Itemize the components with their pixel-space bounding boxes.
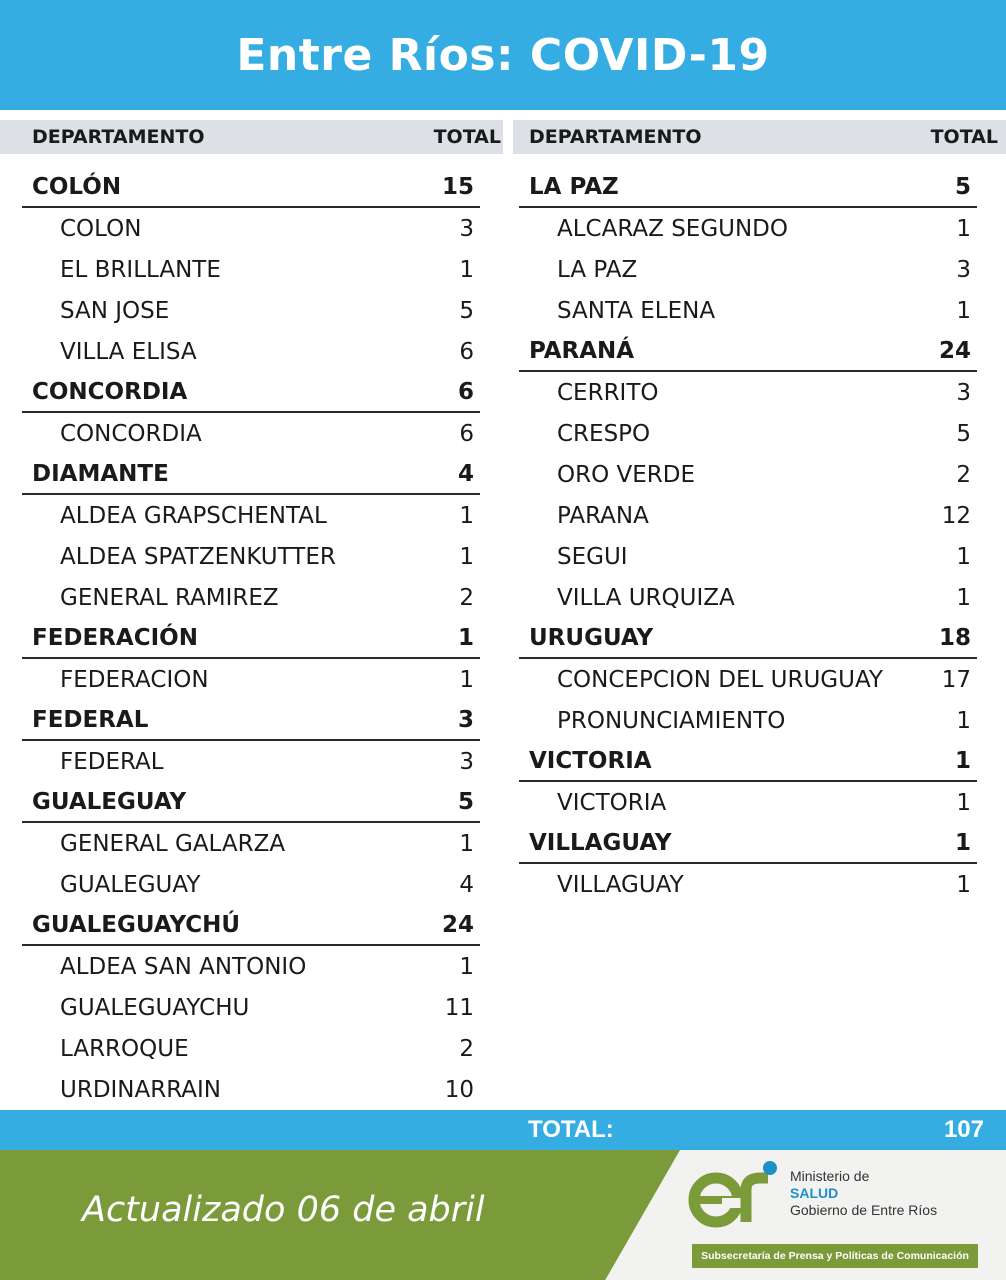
locality-row: [519, 372, 977, 413]
locality-name: VILLA ELISA: [60, 338, 197, 365]
locality-name: SEGUI: [557, 543, 628, 570]
department-total: 15: [441, 173, 474, 200]
department-row: [519, 167, 977, 208]
page-header: [0, 0, 1006, 110]
locality-count: 1: [956, 543, 971, 570]
left-column-list: [22, 167, 480, 1110]
locality-count: 4: [459, 871, 474, 898]
department-row: [22, 905, 480, 946]
locality-row: [519, 864, 977, 905]
locality-row: [22, 1069, 480, 1110]
footer: [0, 1150, 1006, 1280]
logo-subsecretaria-strip: Subsecretaría de Prensa y Políticas de Comunicación: [692, 1244, 978, 1268]
total-label: TOTAL:: [528, 1116, 614, 1143]
department-total: 3: [457, 706, 474, 733]
locality-count: 1: [956, 215, 971, 242]
locality-row: [22, 290, 480, 331]
department-total: 1: [457, 624, 474, 651]
locality-row: [519, 454, 977, 495]
locality-row: [22, 413, 480, 454]
locality-name: FEDERACION: [60, 666, 209, 693]
department-name: VILLAGUAY: [529, 829, 672, 856]
locality-count: 1: [956, 707, 971, 734]
locality-row: [22, 331, 480, 372]
locality-row: [519, 536, 977, 577]
locality-name: CONCEPCION DEL URUGUAY: [557, 666, 883, 693]
locality-row: [22, 823, 480, 864]
column-header-left: [0, 120, 503, 154]
locality-name: ALCARAZ SEGUNDO: [557, 215, 788, 242]
page-title: Entre Ríos: COVID-19: [236, 29, 770, 81]
locality-row: [22, 987, 480, 1028]
department-total: 1: [954, 829, 971, 856]
locality-count: 11: [444, 994, 474, 1021]
locality-name: ALDEA SPATZENKUTTER: [60, 543, 336, 570]
locality-count: 3: [956, 256, 971, 283]
locality-count: 2: [459, 584, 474, 611]
department-name: GUALEGUAY: [32, 788, 187, 815]
column-header-departamento: DEPARTAMENTO: [529, 126, 702, 148]
locality-row: [519, 290, 977, 331]
total-value: 107: [943, 1116, 984, 1143]
department-row: [22, 167, 480, 208]
locality-name: LA PAZ: [557, 256, 638, 283]
locality-count: 2: [459, 1035, 474, 1062]
department-total: 4: [457, 460, 474, 487]
department-total: 18: [938, 624, 971, 651]
locality-count: 1: [459, 543, 474, 570]
department-row: [22, 454, 480, 495]
locality-row: [519, 577, 977, 618]
department-name: DIAMANTE: [32, 460, 169, 487]
locality-name: ALDEA GRAPSCHENTAL: [60, 502, 327, 529]
department-total: 24: [938, 337, 971, 364]
department-total: 24: [441, 911, 474, 938]
department-name: VICTORIA: [529, 747, 652, 774]
department-row: [519, 331, 977, 372]
department-total: 1: [954, 747, 971, 774]
locality-name: EL BRILLANTE: [60, 256, 221, 283]
updated-date: Actualizado 06 de abril: [82, 1190, 485, 1230]
er-logo-icon: [688, 1160, 784, 1232]
locality-name: CERRITO: [557, 379, 659, 406]
column-header-right: [513, 120, 1006, 154]
department-total: 5: [457, 788, 474, 815]
locality-row: [22, 659, 480, 700]
locality-row: [519, 413, 977, 454]
department-row: [519, 741, 977, 782]
locality-row: [22, 208, 480, 249]
logo-salud-text: SALUD: [790, 1185, 839, 1201]
locality-count: 6: [459, 420, 474, 447]
locality-count: 10: [444, 1076, 474, 1103]
total-bar: [0, 1110, 1006, 1150]
locality-count: 2: [956, 461, 971, 488]
department-name: URUGUAY: [529, 624, 654, 651]
locality-row: [22, 1028, 480, 1069]
locality-count: 6: [459, 338, 474, 365]
locality-name: SANTA ELENA: [557, 297, 716, 324]
locality-name: GUALEGUAY: [60, 871, 201, 898]
column-header-total: TOTAL: [930, 126, 998, 148]
locality-row: [22, 946, 480, 987]
locality-name: GUALEGUAYCHU: [60, 994, 250, 1021]
locality-count: 5: [459, 297, 474, 324]
logo-gobierno-text: Gobierno de Entre Ríos: [790, 1202, 938, 1218]
locality-row: [22, 741, 480, 782]
locality-count: 3: [459, 215, 474, 242]
locality-row: [519, 700, 977, 741]
locality-count: 5: [956, 420, 971, 447]
department-row: [519, 823, 977, 864]
department-row: [22, 618, 480, 659]
department-name: LA PAZ: [529, 173, 619, 200]
column-header-departamento: DEPARTAMENTO: [32, 126, 205, 148]
locality-name: FEDERAL: [60, 748, 164, 775]
locality-row: [519, 495, 977, 536]
locality-name: VICTORIA: [557, 789, 667, 816]
department-row: [22, 372, 480, 413]
department-name: FEDERACIÓN: [32, 624, 198, 651]
locality-name: CONCORDIA: [60, 420, 202, 447]
locality-row: [22, 495, 480, 536]
ministerio-logo: [688, 1158, 988, 1268]
locality-row: [22, 536, 480, 577]
locality-count: 1: [956, 789, 971, 816]
department-total: 6: [457, 378, 474, 405]
locality-count: 1: [459, 830, 474, 857]
locality-name: SAN JOSE: [60, 297, 170, 324]
locality-count: 12: [941, 502, 971, 529]
locality-row: [519, 249, 977, 290]
column-header-total: TOTAL: [433, 126, 501, 148]
right-column-list: [519, 167, 977, 905]
locality-name: COLON: [60, 215, 142, 242]
locality-name: VILLAGUAY: [557, 871, 684, 898]
department-name: FEDERAL: [32, 706, 149, 733]
locality-name: ORO VERDE: [557, 461, 695, 488]
locality-count: 17: [941, 666, 971, 693]
locality-row: [519, 659, 977, 700]
locality-count: 1: [459, 953, 474, 980]
locality-name: URDINARRAIN: [60, 1076, 221, 1103]
department-row: [22, 700, 480, 741]
logo-ministerio-text: Ministerio de: [790, 1168, 870, 1184]
department-name: CONCORDIA: [32, 378, 188, 405]
locality-row: [22, 864, 480, 905]
locality-row: [22, 577, 480, 618]
locality-count: 1: [956, 584, 971, 611]
locality-count: 1: [459, 666, 474, 693]
department-name: COLÓN: [32, 173, 122, 200]
locality-name: LARROQUE: [60, 1035, 189, 1062]
locality-name: PARANA: [557, 502, 649, 529]
locality-count: 3: [956, 379, 971, 406]
department-total: 5: [954, 173, 971, 200]
locality-name: PRONUNCIAMIENTO: [557, 707, 786, 734]
locality-name: GENERAL RAMIREZ: [60, 584, 279, 611]
locality-count: 1: [956, 297, 971, 324]
locality-count: 1: [459, 502, 474, 529]
locality-count: 1: [956, 871, 971, 898]
department-row: [519, 618, 977, 659]
locality-name: ALDEA SAN ANTONIO: [60, 953, 307, 980]
locality-name: CRESPO: [557, 420, 651, 447]
locality-row: [519, 208, 977, 249]
locality-row: [22, 249, 480, 290]
locality-count: 3: [459, 748, 474, 775]
locality-row: [519, 782, 977, 823]
department-name: GUALEGUAYCHÚ: [32, 911, 241, 938]
department-row: [22, 782, 480, 823]
department-name: PARANÁ: [529, 337, 635, 364]
locality-count: 1: [459, 256, 474, 283]
locality-name: GENERAL GALARZA: [60, 830, 286, 857]
locality-name: VILLA URQUIZA: [557, 584, 735, 611]
